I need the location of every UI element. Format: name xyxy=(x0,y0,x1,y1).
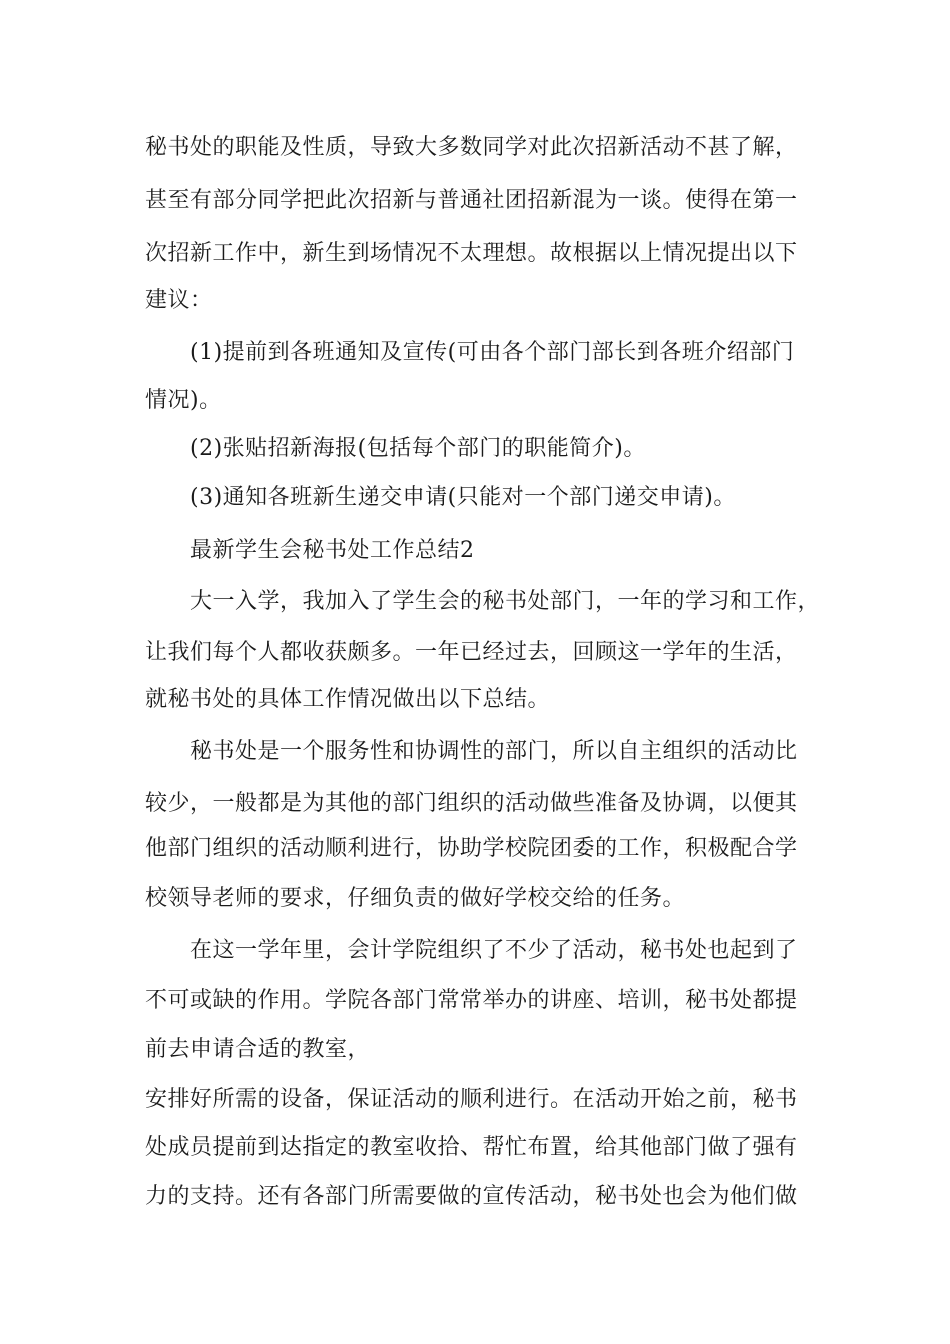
list-item-3: (3)通知各班新生递交申请(只能对一个部门递交申请)。 xyxy=(190,485,736,510)
paragraph-line: 让我们每个人都收获颇多。一年已经过去，回顾这一学年的生活， xyxy=(145,640,798,665)
text-line: 情况)。 xyxy=(145,388,222,413)
section-heading: 最新学生会秘书处工作总结2 xyxy=(190,538,475,563)
text-line: 次招新工作中，新生到场情况不太理想。故根据以上情况提出以下 xyxy=(145,241,798,266)
text-line: 秘书处的职能及性质，导致大多数同学对此次招新活动不甚了解， xyxy=(145,135,798,160)
list-item-1: (1)提前到各班通知及宣传(可由各个部门部长到各班介绍部门 xyxy=(190,340,795,365)
paragraph-line: 处成员提前到达指定的教室收拾、帮忙布置，给其他部门做了强有 xyxy=(145,1135,798,1160)
text-line: 甚至有部分同学把此次招新与普通社团招新混为一谈。使得在第一 xyxy=(145,188,798,213)
paragraph-line: 秘书处是一个服务性和协调性的部门，所以自主组织的活动比 xyxy=(190,739,798,764)
paragraph-line: 较少，一般都是为其他的部门组织的活动做些准备及协调，以便其 xyxy=(145,791,798,816)
paragraph-line: 在这一学年里，会计学院组织了不少了活动，秘书处也起到了 xyxy=(190,938,798,963)
paragraph-line: 校领导老师的要求，仔细负责的做好学校交给的任务。 xyxy=(145,886,686,911)
paragraph-line: 前去申请合适的教室， xyxy=(145,1037,371,1062)
paragraph-line: 力的支持。还有各部门所需要做的宣传活动，秘书处也会为他们做 xyxy=(145,1184,798,1209)
paragraph-line: 不可或缺的作用。学院各部门常常举办的讲座、培训，秘书处都提 xyxy=(145,988,798,1013)
paragraph-line: 大一入学，我加入了学生会的秘书处部门，一年的学习和工作， xyxy=(190,589,821,614)
paragraph-line: 他部门组织的活动顺利进行，协助学校院团委的工作，积极配合学 xyxy=(145,836,798,861)
list-item-2: (2)张贴招新海报(包括每个部门的职能简介)。 xyxy=(190,436,646,461)
paragraph-line: 安排好所需的设备，保证活动的顺利进行。在活动开始之前，秘书 xyxy=(145,1087,798,1112)
paragraph-line: 就秘书处的具体工作情况做出以下总结。 xyxy=(145,687,551,712)
text-line: 建议： xyxy=(145,288,213,313)
